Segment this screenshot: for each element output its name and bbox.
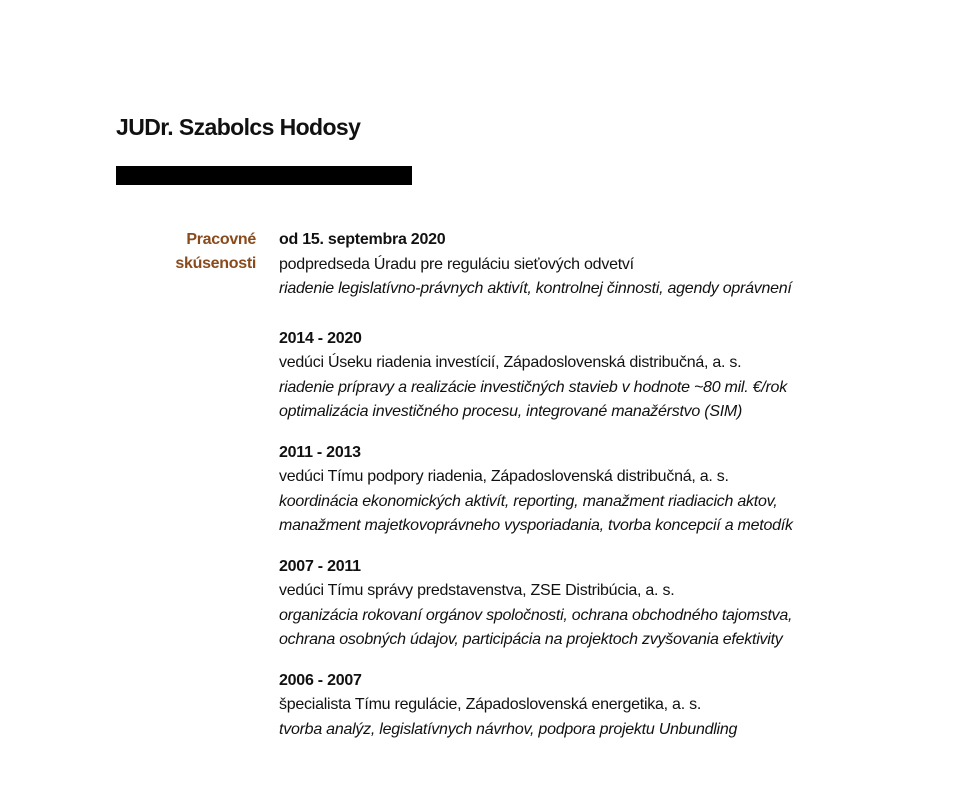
section-label-work-experience <box>150 228 256 276</box>
experience-list <box>279 228 969 742</box>
entry-description: manažment majetkovoprávneho vysporiadania, tvorba koncepcií a metodík <box>279 517 793 534</box>
entry-description: tvorba analýz, legislatívnych návrhov, podpora projektu Unbundling <box>279 720 738 738</box>
redaction-bar <box>116 166 412 185</box>
entry-role: špecialista Tímu regulácie, Západoslovenská energetika, a. s. <box>279 696 702 713</box>
experience-entry <box>279 555 969 653</box>
person-name: JUDr. Szabolcs Hodosy <box>116 114 361 140</box>
entry-role: podpredseda Úradu pre reguláciu sieťových odvetví <box>279 255 634 273</box>
entry-role: vedúci Tímu podpory riadenia, Západoslovenská distribučná, a. s. <box>279 468 729 485</box>
entry-description: optimalizácia investičného procesu, integrované manažérstvo (SIM) <box>279 403 743 420</box>
experience-entry <box>279 327 969 425</box>
section-label-line-1: Pracovné <box>186 231 256 248</box>
entry-description: ochrana osobných údajov, participácia na projektoch zvyšovania efektivity <box>279 631 783 648</box>
entry-role: vedúci Úseku riadenia investícií, Západoslovenská distribučná, a. s. <box>279 354 742 371</box>
experience-entry <box>279 669 969 743</box>
entry-period: 2007 - 2011 <box>279 557 361 575</box>
entry-description: riadenie prípravy a realizácie investičných stavieb v hodnote ~80 mil. €/rok <box>279 378 787 396</box>
entry-period: 2014 - 2020 <box>279 329 362 347</box>
entry-period: 2011 - 2013 <box>279 443 361 461</box>
entry-description: koordinácia ekonomických aktivít, reporting, manažment riadiacich aktov, <box>279 492 778 510</box>
experience-entry <box>279 441 969 539</box>
entry-role: vedúci Tímu správy predstavenstva, ZSE Distribúcia, a. s. <box>279 582 675 599</box>
entry-period: od 15. septembra 2020 <box>279 231 446 248</box>
experience-entry <box>279 228 969 302</box>
section-label-line-2: skúsenosti <box>175 255 256 272</box>
entry-description: organizácia rokovaní orgánov spoločnosti, ochrana obchodného tajomstva, <box>279 606 793 624</box>
entry-period: 2006 - 2007 <box>279 671 362 689</box>
entry-description: riadenie legislatívno-právnych aktivít, kontrolnej činnosti, agendy oprávnení <box>279 280 792 297</box>
